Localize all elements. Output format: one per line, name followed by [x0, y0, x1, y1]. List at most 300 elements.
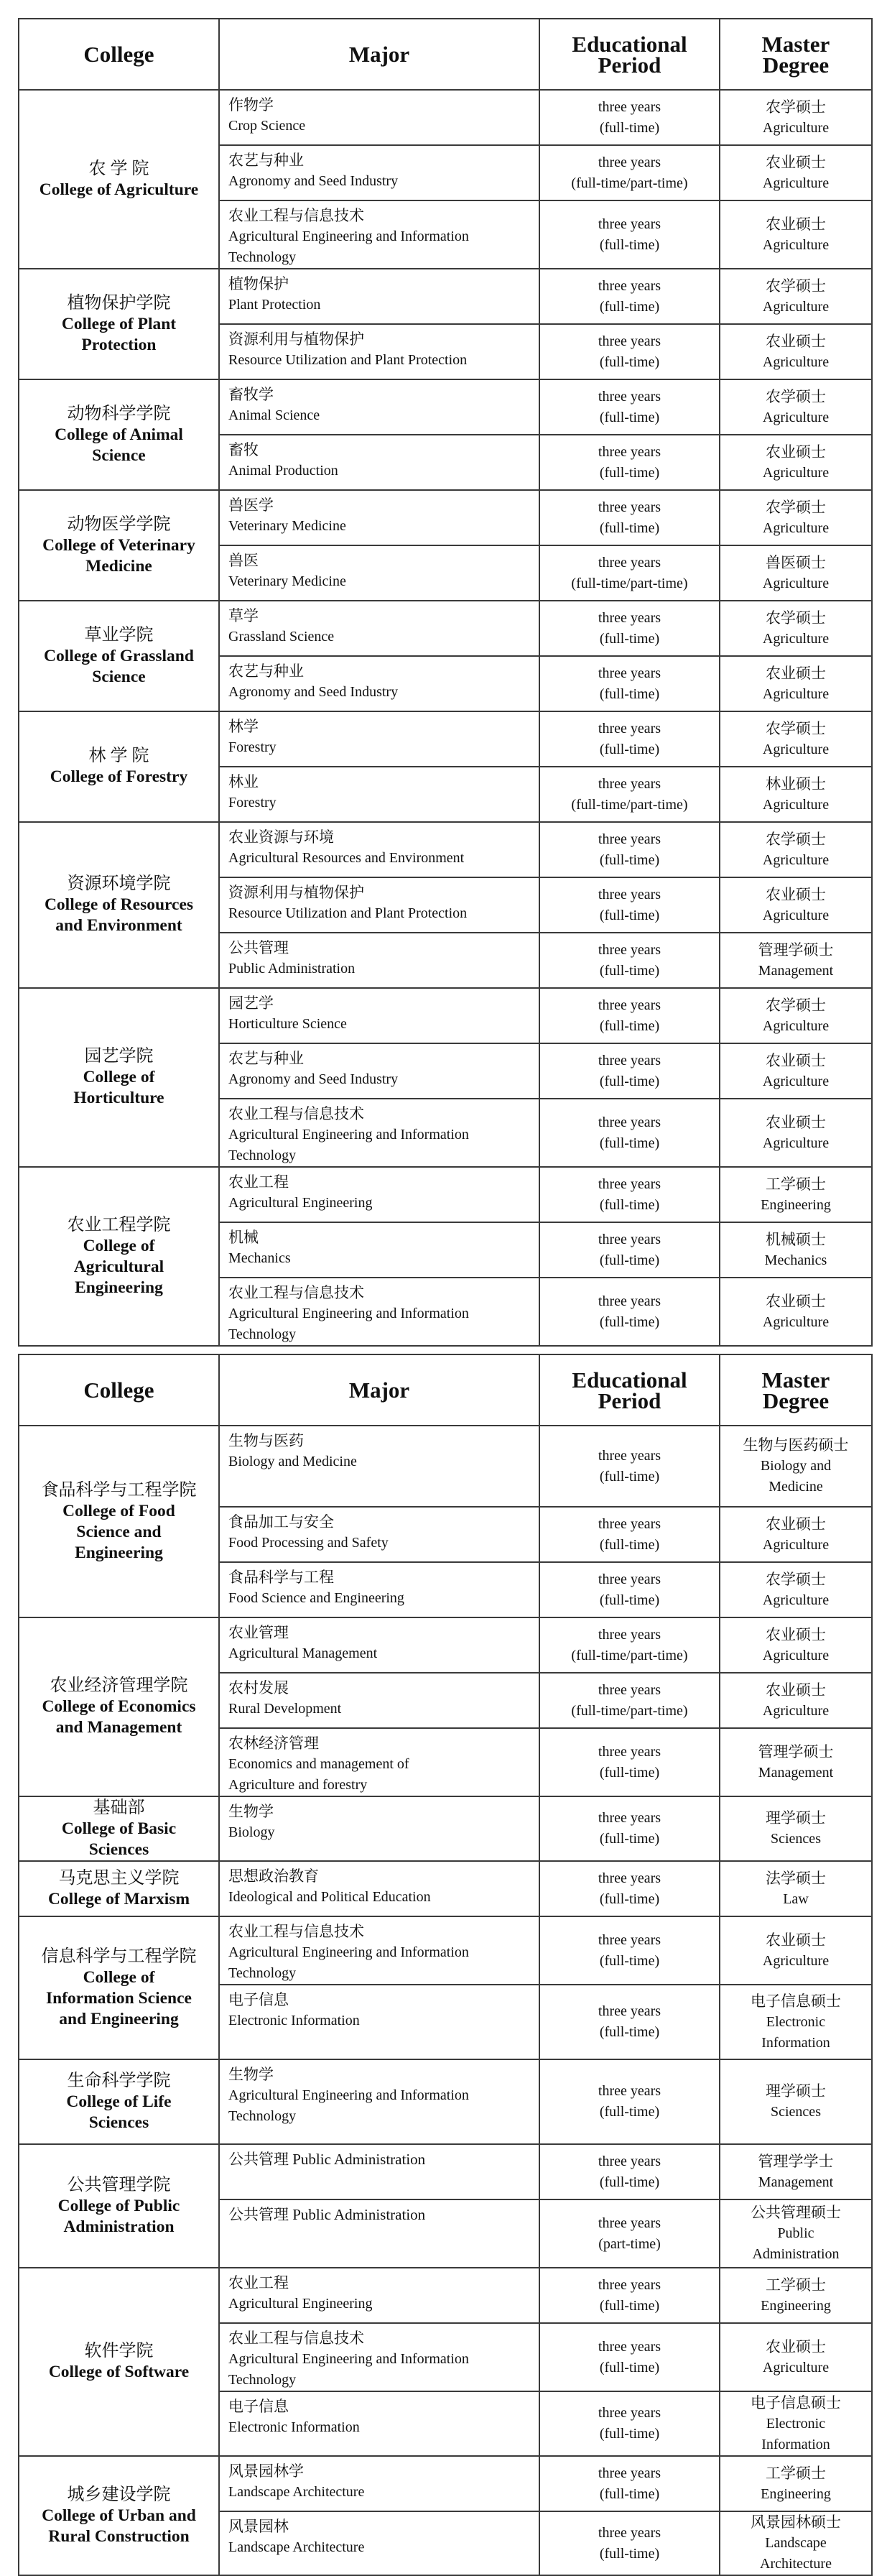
major-line: Technology: [228, 2372, 297, 2388]
college-line: 软件学院: [84, 2342, 154, 2360]
period-line: three years: [598, 333, 661, 349]
college-line: College of: [83, 1967, 155, 1987]
degree-cell: [720, 2511, 872, 2575]
degree-line: 农业硕士: [766, 215, 826, 233]
degree-cell: [720, 2391, 872, 2456]
major-line: Mechanics: [228, 1250, 291, 1266]
degree-cell: [720, 1985, 872, 2059]
period-cell: [539, 1043, 720, 1099]
period-line: three years: [598, 2465, 661, 2481]
degree-line: 管理学硕士: [758, 1742, 834, 1760]
major-cell: [219, 1728, 539, 1796]
major-line: 食品加工与安全: [228, 1513, 334, 1531]
major-line: Resource Utilization and Plant Protection: [228, 352, 468, 368]
period-cell: [539, 145, 720, 200]
major-line: Agricultural Engineering and Information: [228, 228, 469, 244]
degree-line: Agriculture: [762, 2359, 830, 2376]
major-line: Public Administration: [228, 961, 356, 977]
major-cell: [219, 822, 539, 877]
degree-cell: [720, 1043, 872, 1099]
degree-cell: [720, 2323, 872, 2391]
period-line: three years: [598, 1626, 661, 1643]
degree-cell: [720, 1796, 872, 1861]
degree-cell: [720, 269, 872, 324]
degree-line: 公共管理硕士: [751, 2204, 841, 2221]
period-line: (full-time): [599, 2485, 660, 2502]
degree-line: 农业硕士: [766, 443, 826, 461]
major-line: Grassland Science: [228, 629, 335, 645]
college-line: College of: [83, 1068, 155, 1086]
period-cell: [539, 2144, 720, 2199]
period-cell: [539, 988, 720, 1043]
major-line: Landscape Architecture: [228, 2484, 365, 2500]
program-table-2: [18, 1354, 873, 2576]
major-cell: [219, 2511, 539, 2575]
period-line: three years: [598, 720, 661, 737]
degree-cell: [720, 1222, 872, 1278]
major-line: Agriculture and forestry: [228, 1777, 368, 1793]
degree-line: Agriculture: [762, 1647, 830, 1663]
period-line: three years: [598, 665, 661, 681]
degree-line: 电子信息硕士: [751, 1992, 841, 2010]
major-line: Agricultural Resources and Environment: [228, 850, 465, 866]
degree-cell: [720, 933, 872, 988]
major-line: 思想政治教育: [228, 1868, 319, 1885]
college-cell: [19, 2268, 219, 2456]
major-cell: [219, 2199, 539, 2268]
period-cell: [539, 1728, 720, 1796]
college-line: Science: [92, 667, 146, 686]
col-header-degree-line: Master: [761, 1367, 830, 1393]
degree-line: Agriculture: [762, 685, 830, 702]
major-cell: [219, 1985, 539, 2059]
table-row: [19, 1426, 872, 1507]
major-cell: [219, 324, 539, 379]
period-cell: [539, 877, 720, 933]
degree-line: 管理学学士: [758, 2152, 834, 2170]
major-line: 生物学: [228, 1803, 274, 1820]
period-line: three years: [598, 831, 661, 847]
degree-line: Agriculture: [762, 298, 830, 315]
period-line: three years: [598, 1447, 661, 1464]
period-cell: [539, 2323, 720, 2391]
college-line: College of Food: [62, 1501, 175, 1520]
major-cell: [219, 601, 539, 656]
college-line: Science: [92, 446, 146, 465]
degree-line: Management: [758, 2174, 834, 2190]
degree-line: Agriculture: [762, 354, 830, 370]
period-line: three years: [598, 2083, 661, 2099]
major-cell: [219, 435, 539, 490]
major-line: 作物学: [228, 96, 274, 114]
degree-line: Agriculture: [762, 1314, 830, 1330]
table-row: [19, 601, 872, 656]
degree-line: Electronic: [766, 2415, 826, 2432]
degree-line: Management: [758, 962, 834, 979]
degree-cell: [720, 656, 872, 711]
period-line: three years: [598, 1231, 661, 1247]
major-cell: [219, 1916, 539, 1985]
college-cell: [19, 1861, 219, 1916]
period-cell: [539, 1222, 720, 1278]
period-line: three years: [598, 1176, 661, 1192]
period-line: three years: [598, 2405, 661, 2421]
major-line: Agricultural Engineering: [228, 2296, 373, 2312]
period-line: (full-time): [599, 2545, 660, 2562]
degree-line: Management: [758, 1764, 834, 1781]
college-line: College of: [83, 1236, 155, 1255]
col-header-degree-line: Degree: [762, 1388, 830, 1413]
col-header-degree-line: Master: [761, 31, 830, 57]
college-line: College of Grassland: [44, 646, 194, 665]
college-line: 林 学 院: [88, 747, 149, 765]
major-cell: [219, 988, 539, 1043]
period-line: (full-time): [599, 851, 660, 868]
college-line: Sciences: [88, 1839, 149, 1859]
major-line: Plant Protection: [228, 297, 321, 313]
degree-line: 农业硕士: [766, 1113, 826, 1131]
degree-line: Medicine: [768, 1479, 823, 1495]
major-line: 机械: [228, 1229, 259, 1246]
col-header-period-line: Period: [598, 1388, 661, 1413]
major-line: 林学: [228, 718, 259, 735]
table-row: [19, 822, 872, 877]
degree-cell: [720, 200, 872, 269]
table-row: [19, 988, 872, 1043]
college-line: Engineering: [75, 1278, 163, 1297]
degree-line: Agriculture: [762, 796, 830, 813]
degree-line: 电子信息硕士: [751, 2393, 841, 2411]
major-line: Electronic Information: [228, 2419, 360, 2435]
degree-line: Agriculture: [762, 575, 830, 591]
period-cell: [539, 2268, 720, 2323]
major-line: Animal Production: [228, 463, 338, 479]
college-line: Information Science: [46, 1988, 192, 2008]
major-line: 农业工程与信息技术: [228, 1923, 364, 1940]
degree-line: 农学硕士: [766, 387, 826, 405]
college-line: Protection: [81, 335, 157, 354]
college-line: College of Resources: [44, 895, 194, 914]
degree-cell: [720, 324, 872, 379]
major-line: Agronomy and Seed Industry: [228, 684, 399, 700]
degree-line: 生物与医药硕士: [743, 1436, 849, 1454]
degree-line: 农业硕士: [766, 1515, 826, 1533]
major-line: Landscape Architecture: [228, 2539, 365, 2555]
degree-cell: [720, 145, 872, 200]
degree-line: Agriculture: [762, 1952, 830, 1969]
degree-line: 农业硕士: [766, 664, 826, 682]
degree-line: Sciences: [771, 1831, 821, 1847]
period-cell: [539, 767, 720, 822]
period-cell: [539, 324, 720, 379]
major-line: 电子信息: [228, 2398, 289, 2415]
degree-line: 兽医硕士: [766, 553, 826, 571]
table-row: [19, 1617, 872, 1673]
degree-cell: [720, 435, 872, 490]
major-cell: [219, 379, 539, 435]
college-line: Rural Construction: [48, 2526, 190, 2546]
major-cell: [219, 933, 539, 988]
major-cell: [219, 1861, 539, 1916]
major-line: Forestry: [228, 739, 277, 755]
major-line: Economics and management of: [228, 1756, 409, 1772]
degree-line: 林业硕士: [766, 775, 826, 793]
major-cell: [219, 2268, 539, 2323]
college-line: College of Agriculture: [39, 180, 199, 199]
degree-line: 理学硕士: [766, 1809, 826, 1827]
major-line: Agricultural Engineering: [228, 1195, 373, 1211]
degree-line: Agriculture: [762, 409, 830, 425]
major-line: 园艺学: [228, 994, 274, 1012]
table-row: [19, 2059, 872, 2144]
major-cell: [219, 200, 539, 269]
college-line: College of Veterinary: [42, 535, 195, 555]
period-cell: [539, 2511, 720, 2575]
degree-cell: [720, 1562, 872, 1617]
period-line: three years: [598, 941, 661, 958]
major-line: Forestry: [228, 795, 277, 811]
college-line: 资源环境学院: [67, 874, 171, 893]
degree-line: Agriculture: [762, 1135, 830, 1151]
period-line: (full-time): [599, 1764, 660, 1781]
major-line: 农业工程与信息技术: [228, 2330, 364, 2347]
college-line: 马克思主义学院: [58, 1868, 180, 1888]
degree-cell: [720, 601, 872, 656]
degree-line: 机械硕士: [766, 1230, 826, 1248]
table-row: [19, 1916, 872, 1985]
college-cell: [19, 490, 219, 601]
period-cell: [539, 601, 720, 656]
period-line: three years: [598, 388, 661, 405]
major-cell: [219, 1673, 539, 1728]
degree-cell: [720, 1916, 872, 1985]
period-line: (part-time): [598, 2235, 661, 2252]
col-header-period-line: Educational: [572, 31, 687, 57]
degree-cell: [720, 1278, 872, 1346]
college-line: College of Life: [66, 2092, 172, 2111]
degree-cell: [720, 2059, 872, 2144]
major-line: 兽医: [228, 552, 259, 569]
period-line: (full-time): [599, 1196, 660, 1213]
degree-cell: [720, 877, 872, 933]
period-line: three years: [598, 1571, 661, 1587]
major-line: Agricultural Engineering and Information: [228, 1306, 469, 1321]
col-header-major: Major: [219, 1354, 539, 1426]
period-line: (full-time): [599, 630, 660, 647]
major-line: Agricultural Management: [228, 1645, 378, 1661]
degree-line: Agriculture: [762, 851, 830, 868]
col-header-major: Major: [219, 19, 539, 90]
period-cell: [539, 711, 720, 767]
table-row: [19, 1796, 872, 1861]
major-line: 植物保护: [228, 275, 289, 292]
degree-line: Agriculture: [762, 520, 830, 536]
degree-line: Agriculture: [762, 175, 830, 191]
major-cell: [219, 269, 539, 324]
degree-line: 农学硕士: [766, 277, 826, 295]
period-cell: [539, 90, 720, 145]
college-line: 生命科学学院: [67, 2071, 171, 2090]
period-line: three years: [598, 1052, 661, 1068]
degree-line: 农学硕士: [766, 498, 826, 516]
degree-cell: [720, 379, 872, 435]
major-cell: [219, 1507, 539, 1562]
degree-line: 农业硕士: [766, 1681, 826, 1699]
degree-line: 工学硕士: [766, 1175, 826, 1193]
major-line: Horticulture Science: [228, 1016, 347, 1032]
degree-line: Information: [761, 2034, 830, 2051]
table-row: [19, 1861, 872, 1916]
major-cell: [219, 2144, 539, 2199]
period-cell: [539, 1562, 720, 1617]
col-header-college: College: [19, 1354, 219, 1426]
degree-line: Landscape: [765, 2535, 827, 2551]
period-cell: [539, 1861, 720, 1916]
degree-line: Biology and: [760, 1458, 832, 1474]
major-line: 农艺与种业: [228, 152, 304, 169]
col-header-period: [539, 1354, 720, 1426]
major-line: 农林经济管理: [228, 1735, 319, 1752]
period-cell: [539, 1099, 720, 1167]
degree-line: Agriculture: [762, 1536, 830, 1553]
major-line: 农艺与种业: [228, 1050, 304, 1067]
period-line: three years: [598, 1870, 661, 1886]
college-line: 信息科学与工程学院: [41, 1947, 197, 1966]
major-cell: [219, 1278, 539, 1346]
period-cell: [539, 656, 720, 711]
major-line: Veterinary Medicine: [228, 518, 346, 534]
period-cell: [539, 1167, 720, 1222]
period-line: three years: [598, 1931, 661, 1948]
degree-line: Agriculture: [762, 119, 830, 136]
table-row: [19, 269, 872, 324]
period-line: (full-time): [599, 520, 660, 536]
college-line: 草业学院: [84, 625, 154, 645]
degree-cell: [720, 1673, 872, 1728]
period-cell: [539, 1796, 720, 1861]
major-line: 食品科学与工程: [228, 1569, 334, 1586]
major-line: 农艺与种业: [228, 663, 304, 680]
major-line: Biology: [228, 1824, 275, 1840]
major-line: 生物学: [228, 2066, 274, 2083]
college-line: College of Animal: [55, 425, 183, 444]
major-line: Ideological and Political Education: [228, 1889, 431, 1905]
college-line: and Engineering: [59, 2009, 179, 2028]
period-cell: [539, 200, 720, 269]
major-cell: [219, 90, 539, 145]
col-header-period: [539, 19, 720, 90]
period-line: (full-time): [599, 1831, 660, 1847]
period-line: (full-time): [599, 1135, 660, 1151]
degree-line: 理学硕士: [766, 2082, 826, 2100]
college-line: 植物保护学院: [67, 293, 171, 313]
degree-line: Agriculture: [762, 236, 830, 253]
major-line: 公共管理: [228, 939, 289, 956]
period-line: (full-time): [599, 685, 660, 702]
major-line: Electronic Information: [228, 2013, 360, 2028]
table-row: [19, 1167, 872, 1222]
major-line: 风景园林学: [228, 2462, 304, 2480]
major-line: 农业工程: [228, 2274, 289, 2291]
period-cell: [539, 933, 720, 988]
period-cell: [539, 545, 720, 601]
degree-cell: [720, 545, 872, 601]
major-cell: [219, 2323, 539, 2391]
degree-line: Mechanics: [764, 1252, 827, 1268]
degree-cell: [720, 822, 872, 877]
major-cell: [219, 1043, 539, 1099]
degree-line: 风景园林硕士: [751, 2513, 841, 2531]
period-cell: [539, 1617, 720, 1673]
college-cell: [19, 269, 219, 379]
period-line: (full-time/part-time): [571, 175, 688, 191]
college-line: 农业工程学院: [67, 1215, 171, 1234]
major-cell: [219, 1796, 539, 1861]
major-cell: [219, 1099, 539, 1167]
period-line: (full-time): [599, 119, 660, 136]
period-line: three years: [598, 216, 661, 232]
degree-line: Engineering: [761, 1196, 831, 1213]
col-header-degree: [720, 1354, 872, 1426]
major-line: Technology: [228, 2108, 297, 2124]
major-cell: [219, 711, 539, 767]
college-cell: [19, 379, 219, 490]
period-line: (full-time): [599, 1952, 660, 1969]
degree-cell: [720, 1426, 872, 1507]
table-row: [19, 90, 872, 145]
degree-cell: [720, 711, 872, 767]
degree-line: Agriculture: [762, 1073, 830, 1089]
degree-cell: [720, 2199, 872, 2268]
major-line: 农业工程与信息技术: [228, 1284, 364, 1301]
college-line: Engineering: [75, 1543, 163, 1562]
degree-line: 农业硕士: [766, 885, 826, 903]
major-line: Rural Development: [228, 1701, 342, 1717]
period-line: (full-time): [599, 2426, 660, 2442]
major-line: 生物与医药: [228, 1432, 304, 1449]
college-cell: [19, 711, 219, 822]
college-line: 食品科学与工程学院: [41, 1480, 197, 1500]
degree-line: 管理学硕士: [758, 941, 834, 959]
degree-line: 农业硕士: [766, 1931, 826, 1949]
period-line: (full-time): [599, 1017, 660, 1034]
period-line: (full-time): [599, 464, 660, 481]
period-line: three years: [598, 1681, 661, 1698]
major-line: 林业: [228, 773, 259, 790]
college-line: 基础部: [93, 1798, 145, 1817]
college-line: Agricultural: [73, 1257, 164, 1276]
major-line: 资源利用与植物保护: [228, 884, 364, 901]
degree-line: 工学硕士: [766, 2464, 826, 2482]
degree-line: 工学硕士: [766, 2276, 826, 2294]
college-cell: [19, 988, 219, 1167]
college-cell: [19, 1426, 219, 1617]
period-cell: [539, 2199, 720, 2268]
period-line: (full-time): [599, 354, 660, 370]
period-cell: [539, 1426, 720, 1507]
degree-line: Electronic: [766, 2013, 826, 2030]
major-cell: [219, 1617, 539, 1673]
college-cell: [19, 2059, 219, 2144]
period-line: (full-time): [599, 962, 660, 979]
program-table-1: [18, 18, 873, 1347]
major-line: Food Science and Engineering: [228, 1590, 404, 1606]
period-line: three years: [598, 886, 661, 902]
major-line: 农业资源与环境: [228, 828, 334, 846]
major-cell: [219, 2456, 539, 2511]
period-cell: [539, 379, 720, 435]
major-line: 公共管理 Public Administration: [228, 2151, 426, 2168]
